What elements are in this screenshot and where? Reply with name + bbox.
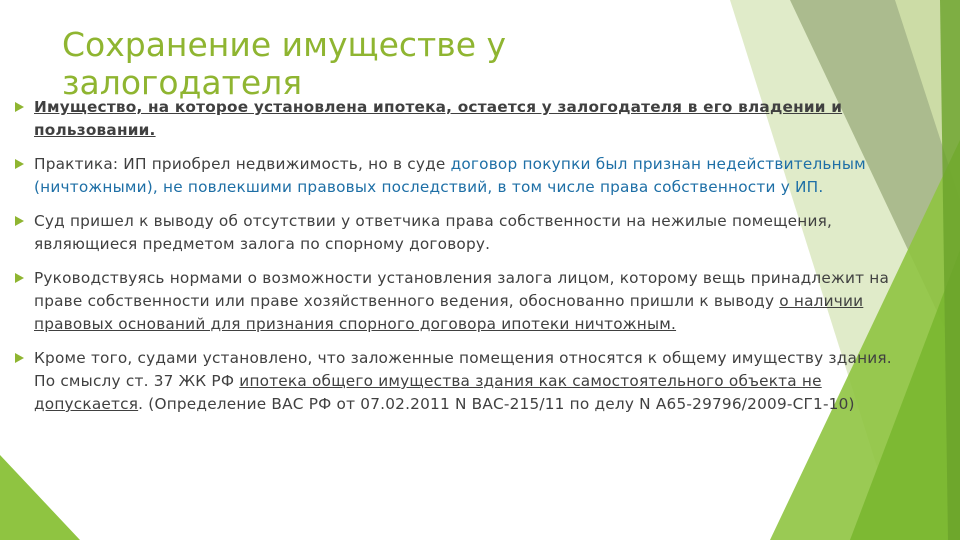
bullet-text-segment: . (Определение ВАС РФ от 07.02.2011 N ВАС-215/11 по делу N А65-29796/2009-СГ1-10) bbox=[138, 395, 855, 413]
bullet-text-segment: Суд пришел к выводу об отсутствии у ответчика права собственности на нежилые помещения, являющиеся предметом залога по спорному договору. bbox=[34, 212, 833, 253]
bullet-text-segment: Имущество, на которое установлена ипотека, остается у залогодателя в его владении и пользовании. bbox=[34, 98, 843, 139]
bullet-item bbox=[14, 96, 914, 142]
bullet-text-segment: договор покупки был признан недействительным (ничтожными), не повлекшими правовых последствий, в том числе права собственности у ИП. bbox=[34, 155, 866, 196]
bullet-item bbox=[14, 267, 914, 336]
bullet-text-segment: Практика: ИП приобрел недвижимость, но в суде bbox=[34, 155, 451, 173]
bullet-arrow-icon bbox=[15, 353, 24, 363]
deco-corner-left bbox=[0, 455, 80, 540]
bullet-arrow-icon bbox=[15, 216, 24, 226]
bullet-text-segment: ипотека общего имущества здания как самостоятельного объекта не допускается bbox=[34, 372, 822, 413]
bullet-arrow-icon bbox=[15, 102, 24, 112]
bullet-list bbox=[14, 96, 914, 427]
bullet-arrow-icon bbox=[15, 159, 24, 169]
bullet-item bbox=[14, 210, 914, 256]
slide-title: Сохранение имуществе у залогодателя bbox=[62, 25, 507, 102]
bullet-text-segment: Руководствуясь нормами о возможности установления залога лицом, которому вещь принадлежит на праве собственности или праве хозяйственного ведения, обоснованно пришли к выводу bbox=[34, 269, 890, 310]
bullet-text-segment: Кроме того, судами установлено, что заложенные помещения относятся к общему имуществу здания. По смыслу ст. 37 ЖК РФ bbox=[34, 349, 892, 390]
bullet-item bbox=[14, 347, 914, 416]
bullet-item bbox=[14, 153, 914, 199]
bullet-text-segment: о наличии правовых оснований для признания спорного договора ипотеки ничтожным. bbox=[34, 292, 864, 333]
bullet-arrow-icon bbox=[15, 273, 24, 283]
